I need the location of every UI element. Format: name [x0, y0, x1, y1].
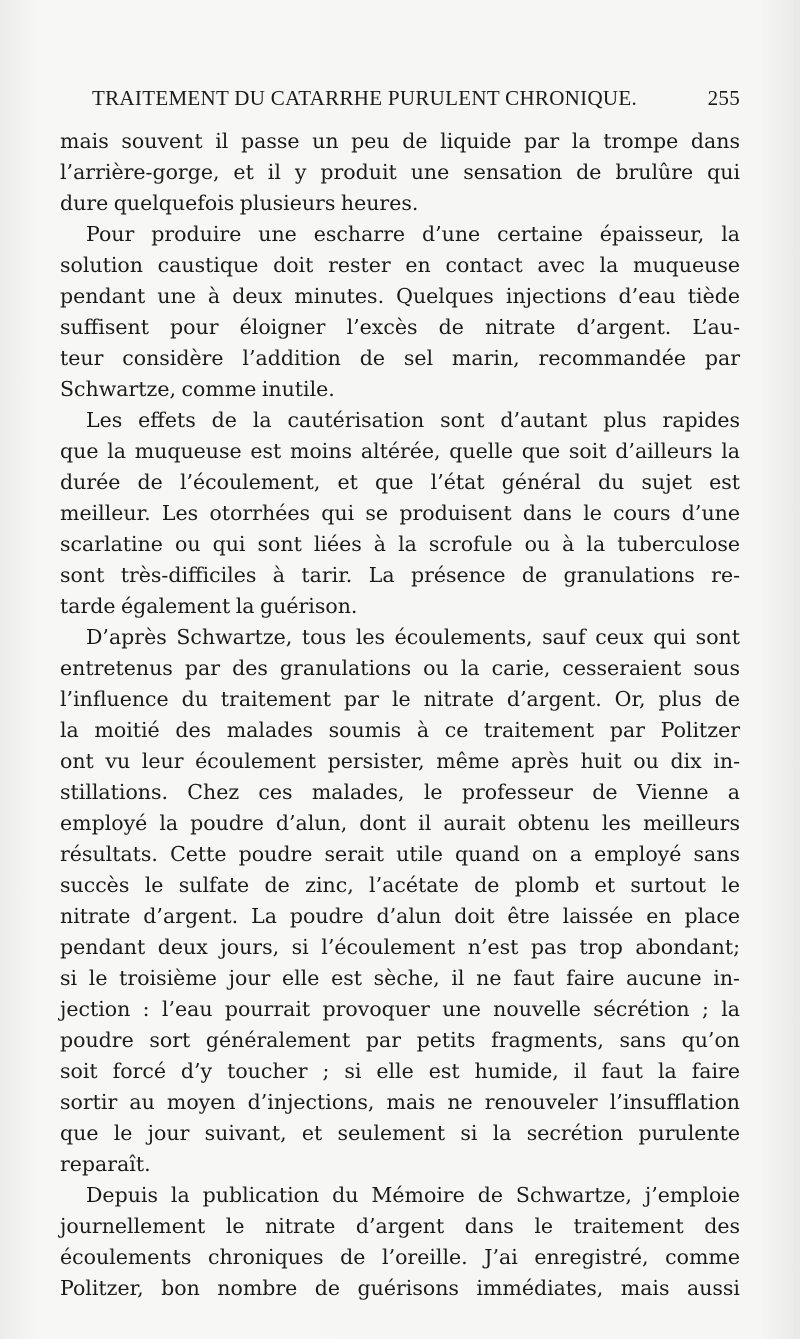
- text-line: pendant deux jours, si l’écoulement n’est pas trop abondant;: [60, 935, 740, 959]
- text-line: scarlatine ou qui sont liées à la scrofule ou à la tuberculose: [60, 532, 740, 556]
- text-line: l’influence du traitement par le nitrate d’argent. Or, plus de: [60, 687, 740, 711]
- text-line: que la muqueuse est moins altérée, quelle que soit d’ailleurs la: [60, 439, 740, 463]
- paragraph-start-line: Pour produire une escharre d’une certaine épaisseur, la: [86, 222, 740, 246]
- text-line: tarde également la guérison.: [60, 594, 358, 618]
- text-line: mais souvent il passe un peu de liquide par la trompe dans: [60, 129, 740, 153]
- text-line: ont vu leur écoulement persister, même après huit ou dix in-: [60, 749, 740, 773]
- text-line: poudre sort généralement par petits fragments, sans qu’on: [60, 1028, 740, 1052]
- text-line: sont très-difficiles à tarir. La présence de granulations re-: [60, 563, 740, 587]
- paragraph-start-line: Depuis la publication du Mémoire de Schwartze, j’emploie: [86, 1183, 740, 1207]
- running-title: TRAITEMENT DU CATARRHE PURULENT CHRONIQUE.: [92, 86, 638, 110]
- text-line: suffisent pour éloigner l’excès de nitrate d’argent. L’au-: [60, 315, 740, 339]
- text-line: Schwartze, comme inutile.: [60, 377, 335, 401]
- text-line: reparaît.: [60, 1152, 151, 1176]
- text-line: soit forcé d’y toucher ; si elle est humide, il faut la faire: [60, 1059, 740, 1083]
- text-line: si le troisième jour elle est sèche, il ne faut faire aucune in-: [60, 966, 740, 990]
- paragraph-start-line: D’après Schwartze, tous les écoulements, sauf ceux qui sont: [86, 625, 740, 649]
- text-line: entretenus par des granulations ou la carie, cesseraient sous: [60, 656, 740, 680]
- running-header: [92, 86, 740, 116]
- text-line: teur considère l’addition de sel marin, recommandée par: [60, 346, 740, 370]
- text-line: jection : l’eau pourrait provoquer une nouvelle sécrétion ; la: [60, 997, 740, 1021]
- text-line: écoulements chroniques de l’oreille. J’ai enregistré, comme: [60, 1245, 740, 1269]
- text-line: la moitié des malades soumis à ce traitement par Politzer: [60, 718, 740, 742]
- paragraph-start-line: Les effets de la cautérisation sont d’autant plus rapides: [86, 408, 740, 432]
- text-line: journellement le nitrate d’argent dans le traitement des: [60, 1214, 740, 1238]
- text-line: meilleur. Les otorrhées qui se produisent dans le cours d’une: [60, 501, 740, 525]
- text-line: solution caustique doit rester en contact avec la muqueuse: [60, 253, 740, 277]
- text-line: employé la poudre d’alun, dont il aurait obtenu les meilleurs: [60, 811, 740, 835]
- text-line: que le jour suivant, et seulement si la secrétion purulente: [60, 1121, 740, 1145]
- text-line: l’arrière-gorge, et il y produit une sensation de brulûre qui: [60, 160, 740, 184]
- text-line: pendant une à deux minutes. Quelques injections d’eau tiède: [60, 284, 740, 308]
- text-line: Politzer, bon nombre de guérisons immédiates, mais aussi: [60, 1276, 740, 1300]
- body-text: [60, 126, 740, 1304]
- text-line: nitrate d’argent. La poudre d’alun doit être laissée en place: [60, 904, 740, 928]
- page-number: 255: [707, 86, 740, 110]
- text-line: durée de l’écoulement, et que l’état général du sujet est: [60, 470, 740, 494]
- text-line: stillations. Chez ces malades, le professeur de Vienne a: [60, 780, 740, 804]
- text-line: résultats. Cette poudre serait utile quand on a employé sans: [60, 842, 740, 866]
- text-line: succès le sulfate de zinc, l’acétate de plomb et surtout le: [60, 873, 740, 897]
- text-line: sortir au moyen d’injections, mais ne renouveler l’insufflation: [60, 1090, 740, 1114]
- text-line: dure quelquefois plusieurs heures.: [60, 191, 419, 215]
